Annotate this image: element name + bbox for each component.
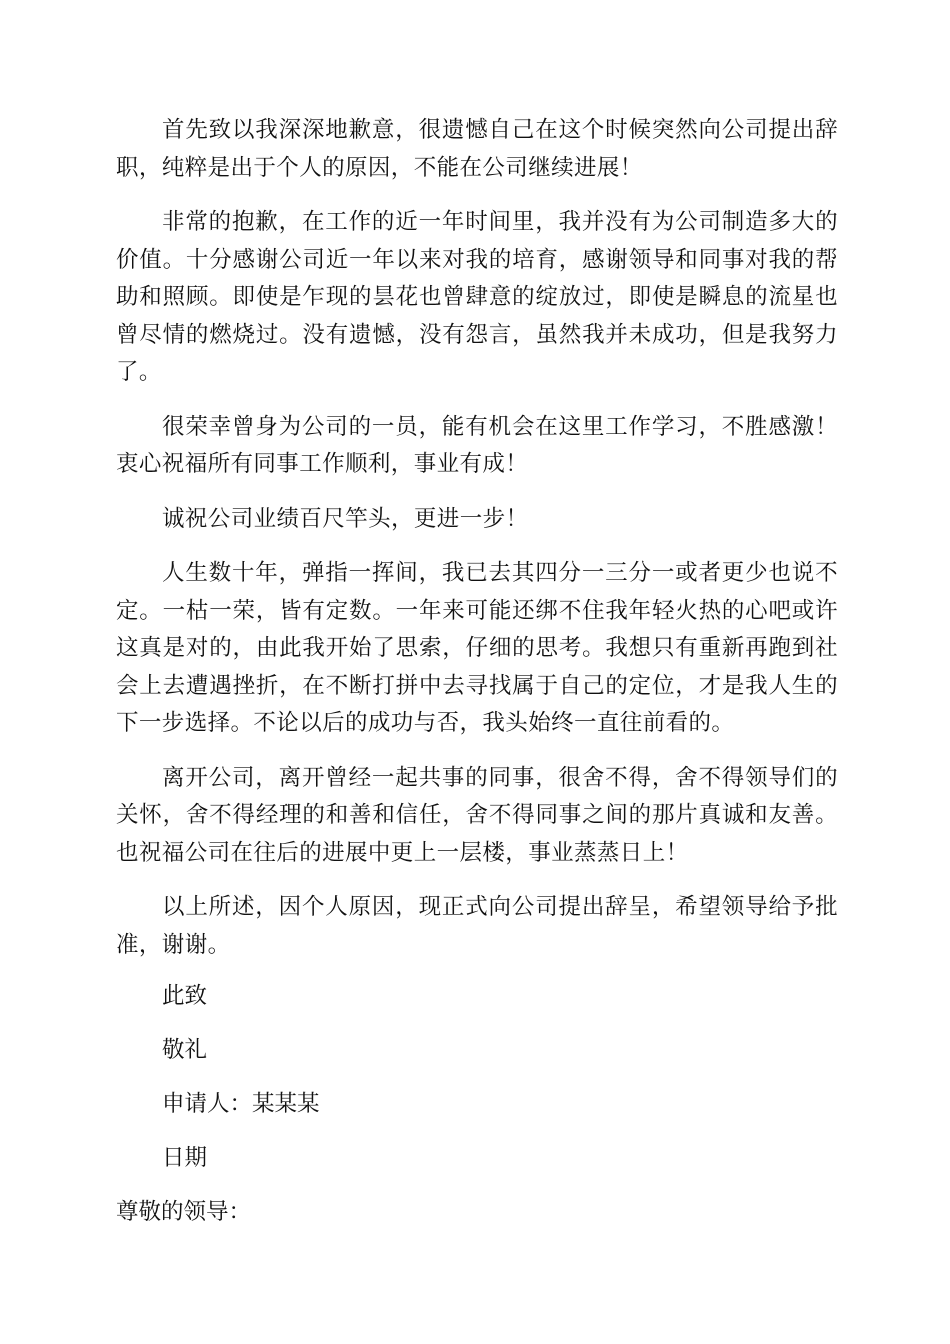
date-line: 日期 <box>162 1145 208 1171</box>
paragraph-reflection: 人生数十年，弹指一挥间，我已去其四分一三分一或者更少也说不定。一枯一荣，皆有定数。一年来可能还绑不住我年轻火热的心吧或许这真是对的，由此我开始了思索，仔细的思考。我想只有重新再跑到社会上去遭遇挫折，在不断打拼中去寻找属于自己的定位，才是我人生的下一步选择。不论以后的成功与否，我头始终一直往前看的。 <box>116 560 838 736</box>
paragraph-apology: 首先致以我深深地歉意，很遗憾自己在这个时候突然向公司提出辞职，纯粹是出于个人的原因，不能在公司继续进展！ <box>116 117 838 181</box>
salutation: 尊敬的领导： <box>116 1199 252 1225</box>
paragraph-request: 以上所述，因个人原因，现正式向公司提出辞呈，希望领导给予批准，谢谢。 <box>116 894 838 958</box>
closing-cizhi: 此致 <box>162 983 208 1009</box>
closing-jingli: 敬礼 <box>162 1037 208 1063</box>
paragraph-gratitude: 非常的抱歉，在工作的近一年时间里，我并没有为公司制造多大的价值。十分感谢公司近一年以来对我的培育，感谢领导和同事对我的帮助和照顾。即使是乍现的昙花也曾肆意的绽放过，即使是瞬息的流星也曾尽情的燃烧过。没有遗憾，没有怨言，虽然我并未成功，但是我努力了。 <box>116 209 838 385</box>
paragraph-wish: 诚祝公司业绩百尺竿头，更进一步！ <box>162 505 529 532</box>
paragraph-farewell: 离开公司，离开曾经一起共事的同事，很舍不得，舍不得领导们的关怀，舍不得经理的和善和信任，舍不得同事之间的那片真诚和友善。也祝福公司在往后的进展中更上一层楼，事业蒸蒸日上！ <box>116 764 838 866</box>
letter-body <box>116 112 838 1228</box>
paragraph-blessing: 很荣幸曾身为公司的一员，能有机会在这里工作学习，不胜感激！衷心祝福所有同事工作顺利，事业有成！ <box>116 413 838 477</box>
applicant-line: 申请人：某某某 <box>162 1091 320 1117</box>
